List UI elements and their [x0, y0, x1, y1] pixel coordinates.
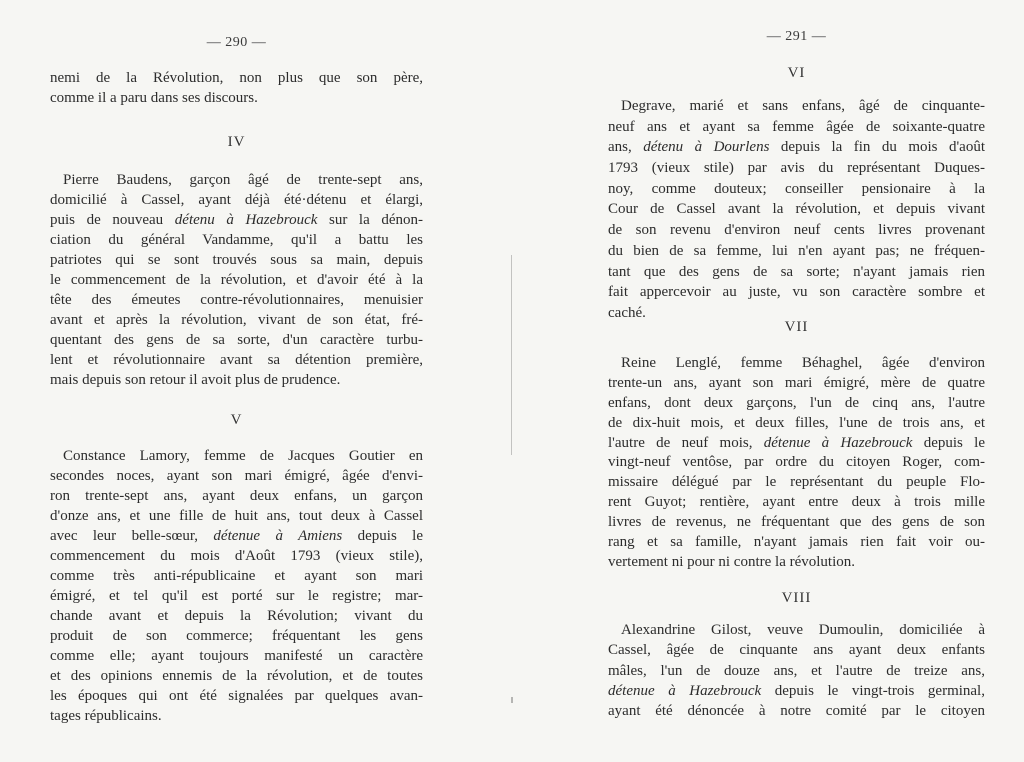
- text-segment: de son revenu d'environ neuf cents livres provenant: [608, 222, 985, 239]
- text-segment: enfans, dont deux garçons, l'un de cinq ans, l'autre: [608, 394, 985, 411]
- text-line: [50, 190, 423, 210]
- text-segment: Alexandrine Gilost, veuve Dumoulin, domiciliée à: [621, 622, 985, 638]
- text-line: [608, 701, 985, 721]
- paragraph-v: [50, 446, 423, 726]
- text-line: [608, 282, 985, 303]
- paragraph-iv: [50, 170, 423, 390]
- text-segment: depuis la fin du mois d'août: [769, 139, 985, 156]
- text-line: [608, 434, 985, 454]
- text-line: [608, 661, 985, 681]
- text-segment: émigré, et tel qu'il est porté sur le registre; mar-: [50, 588, 423, 604]
- text-segment: 1793 (vieux stile) par avis du représentant Duques-: [608, 160, 985, 177]
- text-segment: ayant été dénoncée à notre comité par le citoyen: [608, 703, 985, 719]
- text-segment: comme très anti-républicaine et ayant son mari: [50, 568, 423, 584]
- text-segment: Reine Lenglé, femme Béhaghel, âgée d'environ: [621, 355, 985, 371]
- scan-speck: [511, 697, 513, 703]
- text-segment: vingt-neuf ventôse, par ordre du citoyen Roger, com-: [608, 454, 985, 471]
- text-line: [608, 117, 985, 138]
- paragraph-vi: [608, 96, 985, 324]
- text-line: [50, 310, 423, 330]
- text-segment: tages républicains.: [50, 708, 162, 724]
- text-line: [608, 620, 985, 640]
- text-segment: produit de son commerce; fréquentant les gens: [50, 628, 423, 644]
- text-segment: de dix-huit mois, et deux filles, l'une de trois ans, et: [608, 414, 985, 431]
- text-line: [608, 640, 985, 660]
- text-segment: l'autre de neuf mois,: [608, 434, 764, 451]
- text-line: [608, 681, 985, 701]
- text-line: [608, 262, 985, 283]
- text-segment: avant et après la révolution, vivant de son état, fré-: [50, 312, 423, 328]
- text-line: [608, 453, 985, 473]
- text-segment: lent et révolutionnaire avant sa détention première,: [50, 352, 423, 368]
- page-gutter: [511, 255, 512, 455]
- text-line: [608, 473, 985, 493]
- text-segment: mais depuis son retour il avoit plus de prudence.: [50, 372, 341, 388]
- paragraph-continued: [50, 68, 423, 108]
- text-segment: neuf ans et ayant sa femme âgée de soixante-quatre: [608, 118, 985, 135]
- paragraph-viii: [608, 620, 985, 721]
- text-line: [50, 706, 423, 726]
- text-line: [50, 606, 423, 626]
- right-page: [608, 0, 985, 762]
- text-segment: Cour de Cassel avant la révolution, et depuis vivant: [608, 201, 985, 218]
- text-segment: et des opinions ennemis de la révolution, et de toutes: [50, 668, 423, 684]
- text-line: [50, 626, 423, 646]
- text-line: [608, 374, 985, 394]
- text-line: [50, 586, 423, 606]
- text-line: [50, 330, 423, 350]
- text-segment: rent Guyot; rentière, ayant entre deux à trois mille: [608, 494, 985, 511]
- text-line: [608, 220, 985, 241]
- italic-phrase: détenue à Hazebrouck: [763, 434, 913, 451]
- text-segment: Constance Lamory, femme de Jacques Goutier en: [63, 448, 423, 464]
- text-line: [50, 170, 423, 190]
- text-segment: secondes noces, ayant son mari émigré, âgée d'envi-: [50, 468, 423, 484]
- text-segment: caché.: [608, 304, 646, 321]
- text-line: [608, 241, 985, 262]
- text-segment: depuis le: [912, 434, 985, 451]
- text-segment: fait appercevoir au juste, vu son caractère sombre et: [608, 284, 985, 301]
- text-segment: comme il a paru dans ses discours.: [50, 90, 258, 106]
- text-segment: du bien de sa femme, lui n'en ayant pas; ne fréquen-: [608, 242, 985, 259]
- text-line: [608, 137, 985, 158]
- text-segment: tête des émeutes contre-révolutionnaires, menuisier: [50, 292, 423, 308]
- text-segment: vertement ni pour ni contre la révolution.: [608, 553, 856, 570]
- text-line: [50, 646, 423, 666]
- text-line: [608, 179, 985, 200]
- page-number-left: — 290 —: [206, 35, 267, 50]
- text-line: [50, 546, 423, 566]
- text-segment: ron trente-sept ans, ayant deux enfans, un garçon: [50, 488, 423, 504]
- italic-phrase: détenu à Dourlens: [643, 139, 770, 156]
- text-segment: sur la dénon-: [317, 212, 423, 228]
- section-heading-viii: VIII: [781, 590, 812, 606]
- text-line: [608, 199, 985, 220]
- text-segment: d'onze ans, et une fille de huit ans, tout deux à Cassel: [50, 508, 423, 524]
- text-segment: chande avant et depuis la Révolution; vivant du: [50, 608, 423, 624]
- text-line: [50, 370, 423, 390]
- section-heading-vi: VI: [787, 65, 806, 81]
- text-segment: missaire délégué par le représentant du peuple Flo-: [608, 474, 985, 491]
- text-line: [50, 686, 423, 706]
- text-segment: rang et sa famille, n'ayant jamais rien fait voir ou-: [608, 534, 985, 551]
- text-line: [608, 394, 985, 414]
- text-segment: mâles, l'un de douze ans, et l'autre de treize ans,: [608, 662, 985, 679]
- text-segment: comme elle; ayant toujours manifesté un caractère: [50, 648, 423, 664]
- paragraph-vii: [608, 354, 985, 573]
- text-line: [50, 526, 423, 546]
- text-segment: depuis le: [342, 528, 423, 544]
- section-heading-v: V: [230, 412, 243, 428]
- text-line: [50, 270, 423, 290]
- text-line: [50, 566, 423, 586]
- italic-phrase: détenu à Hazebrouck: [174, 212, 318, 228]
- text-segment: noy, comme douteux; conseiller pensionaire à la: [608, 180, 985, 197]
- text-segment: ciation du général Vandamme, qu'il a battu les: [50, 232, 423, 248]
- text-line: [608, 354, 985, 374]
- italic-phrase: détenue à Amiens: [213, 528, 343, 544]
- text-line: [608, 493, 985, 513]
- text-segment: domicilié à Cassel, ayant déjà été·détenu et élargi,: [50, 192, 423, 208]
- text-line: [608, 513, 985, 533]
- text-line: [50, 506, 423, 526]
- text-line: [50, 68, 423, 88]
- text-segment: patriotes qui se sont trouvés sous sa main, depuis: [50, 252, 423, 268]
- text-line: [50, 486, 423, 506]
- text-segment: ans,: [608, 139, 644, 156]
- text-segment: tant que des gens de sa sorte; n'ayant jamais rien: [608, 263, 985, 280]
- text-segment: le commencement de la révolution, et d'avoir été à la: [50, 272, 423, 288]
- text-line: [608, 96, 985, 117]
- text-segment: quentant des gens de sa sorte, d'un caractère turbu-: [50, 332, 423, 348]
- text-line: [50, 290, 423, 310]
- text-line: [50, 350, 423, 370]
- text-line: [608, 533, 985, 553]
- italic-phrase: détenue à Hazebrouck: [608, 682, 762, 699]
- text-segment: les époques qui ont été signalées par quelques avan-: [50, 688, 423, 704]
- page-number-right: — 291 —: [766, 29, 827, 44]
- text-segment: puis de nouveau: [50, 212, 175, 228]
- text-segment: livres de revenus, ne fréquentant que des gens de son: [608, 514, 985, 531]
- text-segment: Pierre Baudens, garçon âgé de trente-sept ans,: [63, 172, 423, 188]
- text-line: [50, 250, 423, 270]
- left-page: [50, 0, 423, 762]
- text-line: [608, 158, 985, 179]
- text-line: [50, 210, 423, 230]
- text-segment: commencement du mois d'Août 1793 (vieux stile),: [50, 548, 423, 564]
- text-line: [50, 446, 423, 466]
- text-line: [50, 666, 423, 686]
- text-segment: avec leur belle-sœur,: [50, 528, 214, 544]
- section-heading-vii: VII: [784, 319, 809, 335]
- text-line: [608, 553, 985, 573]
- text-line: [50, 230, 423, 250]
- text-line: [50, 88, 423, 108]
- section-heading-iv: IV: [227, 134, 246, 150]
- text-segment: trente-un ans, ayant son mari émigré, mère de quatre: [608, 374, 985, 391]
- text-segment: nemi de la Révolution, non plus que son père,: [50, 70, 423, 86]
- text-segment: Cassel, âgée de cinquante ans ayant deux enfants: [608, 642, 985, 659]
- text-line: [608, 414, 985, 434]
- text-segment: depuis le vingt-trois germinal,: [761, 682, 985, 699]
- text-segment: Degrave, marié et sans enfans, âgé de cinquante-: [621, 98, 985, 114]
- text-line: [50, 466, 423, 486]
